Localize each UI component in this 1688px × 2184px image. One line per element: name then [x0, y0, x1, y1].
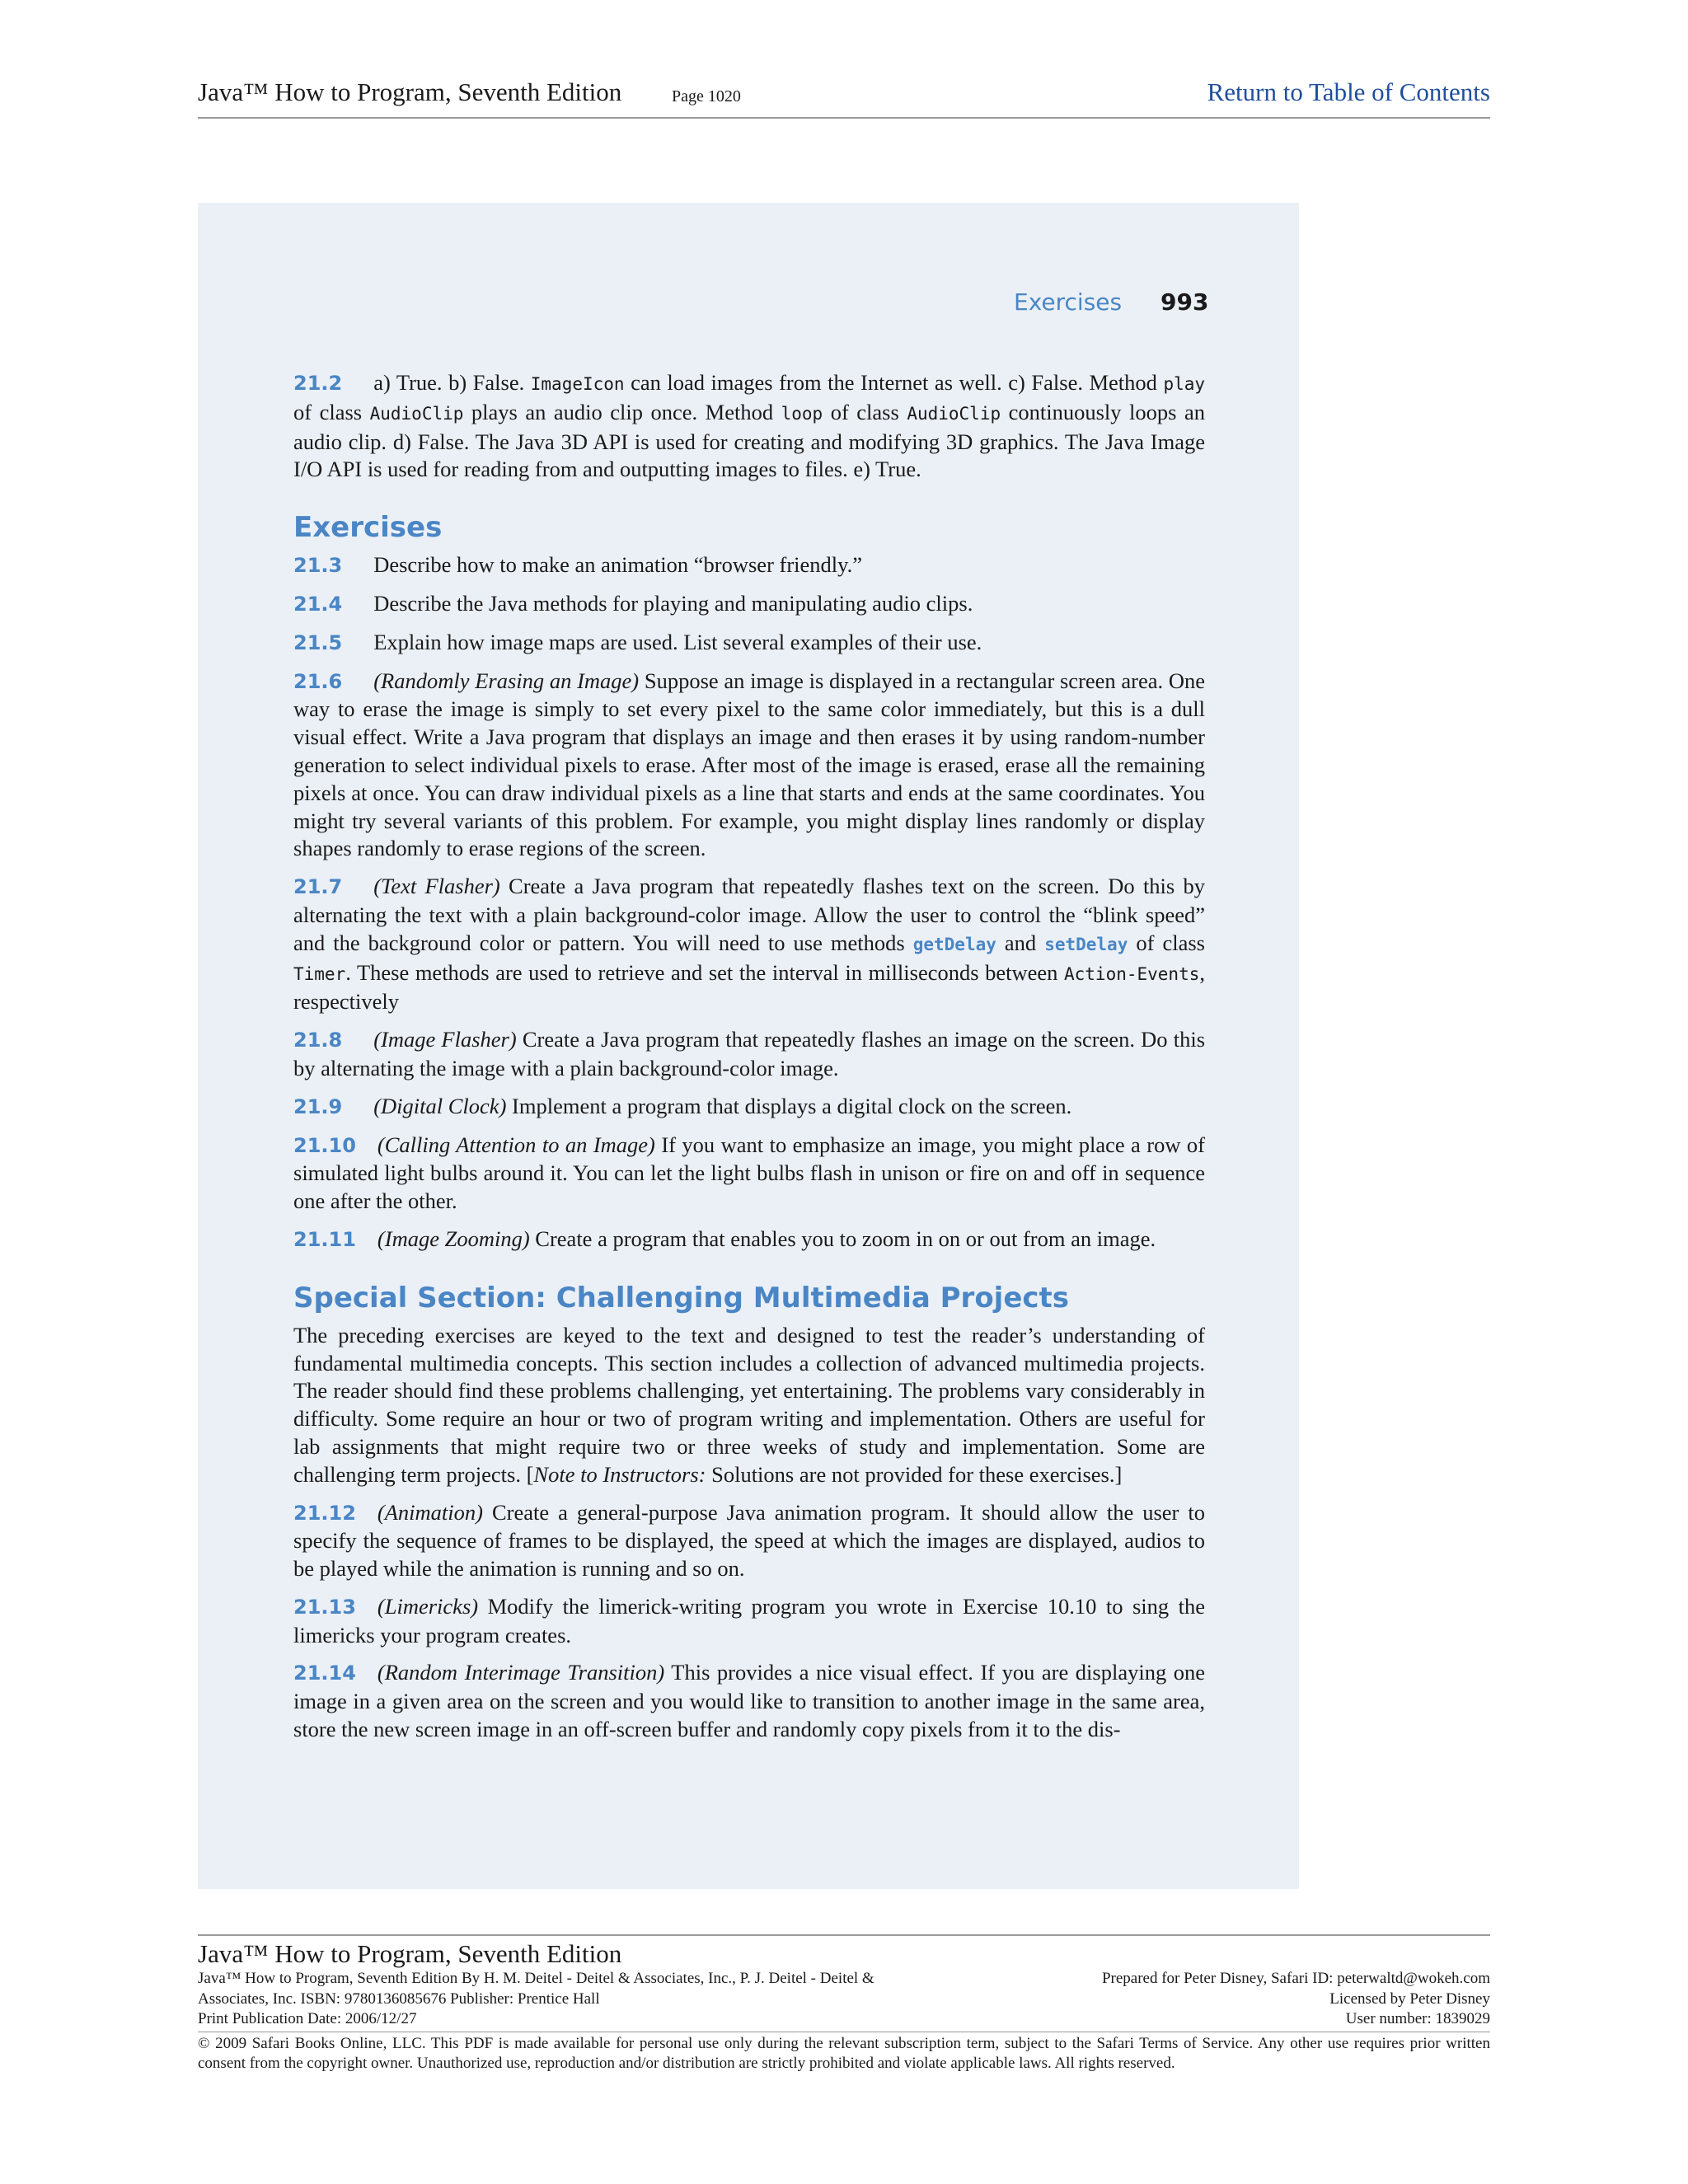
exercise-number: 21.2	[293, 372, 343, 395]
exercise-number: 21.9	[293, 1094, 343, 1118]
exercise-title: (Calling Attention to an Image)	[377, 1132, 655, 1157]
exercise-text: Implement a program that displays a digital clock on the screen.	[506, 1093, 1072, 1118]
answer-paragraph	[293, 369, 1205, 484]
exercise-item	[293, 1026, 1205, 1083]
code-term: ImageIcon	[530, 374, 625, 394]
exercise-item	[293, 590, 1205, 619]
special-section-heading: Special Section: Challenging Multimedia Projects	[293, 1281, 1070, 1315]
footer-publication-date: Print Publication Date: 2006/12/27	[198, 2010, 417, 2027]
text: continuously loops an audio clip. d) False. The Java 3D API is used for creating and modifying 3D graphics. The Java Image I/O API is used for reading from and outputting images to files. e) True.	[293, 399, 1205, 482]
book-title: Java™ How to Program, Seventh Edition	[198, 77, 622, 106]
exercise-item	[293, 1093, 1205, 1122]
footer-meta	[198, 1969, 1490, 2030]
exercise-number: 21.13	[293, 1595, 356, 1619]
exercise-text: Suppose an image is displayed in a rectangular screen area. One way to erase the image is simply to set every pixel to the same color immediately, but this is a dull visual effect. Write a Java program that displays an image and then erases it by using random-number generation to select individual pixels to erase. After most of the image is erased, erase all the remaining pixels at once. You can draw individual pixels as a line that starts and ends at the same coordinates. You might try several variants of this problem. For example, you might display lines randomly or display shapes randomly to erase regions of the screen.	[293, 668, 1205, 861]
exercise-item	[293, 1132, 1205, 1216]
footer-licensed-by: Licensed by Peter Disney	[1329, 1990, 1490, 2008]
exercise-title: (Text Flasher)	[373, 874, 500, 899]
exercise-number: 21.8	[293, 1029, 343, 1052]
exercise-text: This provides a nice visual effect. If you are displaying one image in a given area on the screen and you would like to transition to another image in the same area, store the new screen image in an off-screen buffer and randomly copy pixels from it to the dis-	[293, 1660, 1205, 1742]
code-term: loop	[781, 403, 823, 424]
text: and	[996, 930, 1045, 955]
text: The preceding exercises are keyed to the text and designed to test the reader’s understanding of fundamental multimedia concepts. This section includes a collection of advanced multimedia projects. The reader should find these problems challenging, yet entertaining. The problems vary considerably in difficulty. Some require an hour or two of program writing and implementation. Others are useful for lab assignments that might require two or three weeks of study and implementation. Some are challenging term projects. [	[293, 1322, 1205, 1487]
exercise-title: (Digital Clock)	[373, 1093, 507, 1118]
exercise-text: Explain how image maps are used. List several examples of their use.	[373, 629, 982, 654]
exercise-title: (Limericks)	[377, 1593, 479, 1619]
exercise-item	[293, 668, 1205, 864]
exercises-heading: Exercises	[293, 511, 443, 545]
running-head-section: Exercises	[1014, 288, 1123, 316]
exercise-number: 21.7	[293, 875, 343, 899]
text: a) True. b) False.	[373, 370, 531, 395]
text: can load images from the Internet as well. c) False. Method	[624, 370, 1164, 395]
footer-title: Java™ How to Program, Seventh Edition	[198, 1939, 622, 1968]
text: plays an audio clip once. Method	[463, 399, 781, 424]
code-term: play	[1163, 374, 1206, 394]
text: of class	[823, 399, 907, 424]
code-term: AudioClip	[907, 403, 1001, 424]
footer-book-info	[198, 1969, 923, 2030]
page-content	[293, 369, 1205, 1754]
toc-link[interactable]: Return to Table of Contents	[1207, 77, 1490, 106]
running-head-page-number: 993	[1160, 288, 1209, 316]
exercise-item	[293, 629, 1205, 658]
exercise-number: 21.12	[293, 1501, 356, 1525]
exercise-item	[293, 1226, 1205, 1254]
exercise-number: 21.4	[293, 592, 343, 616]
exercise-number: 21.11	[293, 1227, 356, 1251]
exercise-number: 21.14	[293, 1661, 356, 1685]
exercise-title: (Random Interimage Transition)	[377, 1660, 665, 1685]
exercise-item	[293, 551, 1205, 580]
exercise-text: Create a general-purpose Java animation program. It should allow the user to specify the sequence of frames to be displayed, the speed at which the images are displayed, audios to be played while the animation is running and so on.	[293, 1499, 1205, 1582]
exercise-text: Create a Java program that repeatedly flashes an image on the screen. Do this by alternating the image with a plain background-color image.	[293, 1027, 1206, 1080]
footer-book-details: Java™ How to Program, Seventh Edition By H. M. Deitel - Deitel & Associates, Inc., P. J. Deitel - Deitel & Associates, Inc. ISBN: 9780136085676 Publisher: Prentice Hall	[198, 1970, 874, 2008]
code-term: setDelay	[1044, 934, 1128, 954]
footer-user-number: User number: 1839029	[1345, 2010, 1490, 2027]
exercise-title: (Image Flasher)	[373, 1027, 517, 1052]
code-term: Action-Events	[1064, 963, 1200, 984]
special-section-intro	[293, 1322, 1205, 1489]
exercise-item	[293, 873, 1205, 1016]
code-term: getDelay	[912, 934, 996, 954]
exercise-text: Describe how to make an animation “browser friendly.”	[373, 552, 863, 578]
page-label: Page 1020	[672, 87, 741, 105]
text: , respectively	[293, 959, 1205, 1015]
exercise-item	[293, 1499, 1205, 1583]
page-footer	[198, 1934, 1490, 2074]
text: Solutions are not provided for these exercises.]	[706, 1461, 1123, 1487]
text: . These methods are used to retrieve and set the interval in milliseconds between	[345, 959, 1064, 985]
text: of class	[293, 399, 370, 424]
exercise-text: Create a program that enables you to zoom in on or out from an image.	[529, 1226, 1156, 1251]
footer-copyright: © 2009 Safari Books Online, LLC. This PDF is made available for personal use only during the relevant subscription term, subject to the Safari Terms of Service. Any other use requires prior written consent from the copyright owner. Unauthorized use, reproduction and/or distribution are strictly prohibited and violate applicable laws. All rights reserved.	[198, 2032, 1490, 2074]
exercise-text: If you want to emphasize an image, you might place a row of simulated light bulbs around it. You can let the light bulbs flash in unison or fire on and off in sequence one after the other.	[293, 1132, 1206, 1214]
exercise-number: 21.10	[293, 1133, 356, 1157]
code-term: Timer	[293, 963, 346, 984]
footer-prepared-for: Prepared for Peter Disney, Safari ID: peterwaltd@wokeh.com	[1101, 1970, 1490, 1987]
code-term: AudioClip	[369, 403, 464, 424]
exercise-number: 21.6	[293, 669, 343, 693]
exercise-text: Describe the Java methods for playing and manipulating audio clips.	[373, 590, 973, 616]
exercise-title: (Image Zooming)	[377, 1226, 530, 1251]
exercise-item	[293, 1659, 1205, 1743]
exercise-title: (Animation)	[377, 1499, 483, 1525]
footer-license-info	[1102, 1969, 1490, 2030]
text: Create a Java program that repeatedly flashes text on the screen. Do this by alternating the text with a plain background-color image. Allow the user to control the “blink speed” and the background color or pattern. You will need to use methods	[293, 874, 1205, 955]
note-label: Note to Instructors:	[533, 1461, 706, 1487]
exercise-item	[293, 1593, 1205, 1650]
exercise-title: (Randomly Erasing an Image)	[373, 668, 640, 693]
text: of class	[1128, 930, 1205, 955]
exercise-text: Modify the limerick-writing program you wrote in Exercise 10.10 to sing the limericks your program creates.	[293, 1593, 1205, 1647]
exercise-number: 21.5	[293, 630, 343, 654]
exercise-number: 21.3	[293, 554, 343, 578]
page-header	[198, 76, 1490, 119]
